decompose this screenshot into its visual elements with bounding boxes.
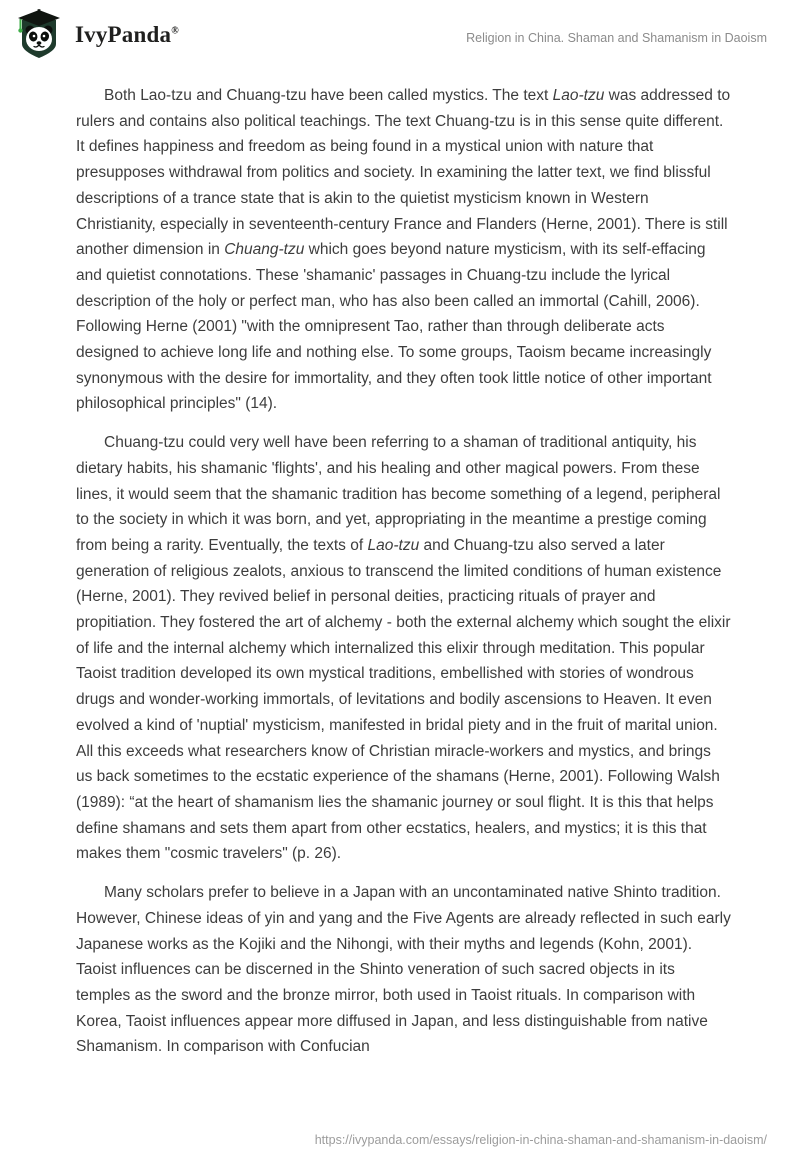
header bbox=[0, 0, 800, 67]
italic-text-run: Chuang-tzu bbox=[224, 241, 305, 259]
brand-name[interactable]: IvyPanda® bbox=[75, 22, 179, 47]
text-run: Many scholars prefer to believe in a Japan with an uncontaminated native Shinto tradition. However, Chinese ideas of yin and yang and the Five Agents are already reflected in such early Japanese works as the Kojiki and the Nihongi, with their myths and legends (Kohn, 2001). Taoist influences can be discerned in the Shinto veneration of such sacred objects in its temples as the sword and the bronze mirror, both used in Taoist rituals. In comparison with Korea, Taoist influences appear more diffused in Japan, and less distinguishable from native Shamanism. In comparison with Confucian bbox=[76, 884, 731, 1056]
paragraph bbox=[76, 83, 731, 417]
text-run: was addressed to rulers and contains also political teachings. The text Chuang-tzu is in this sense quite different. It defines happiness and freedom as being found in a mystical union with nature that presupposes withdrawal from politics and society. In examining the latter text, we find blissful descriptions of a trance state that is akin to the quietist mysticism known in Western Christianity, especially in seventeenth-century France and Flanders (Herne, 2001). There is still another dimension in bbox=[76, 87, 731, 259]
brand-link[interactable] bbox=[15, 9, 179, 61]
paragraph bbox=[76, 430, 731, 867]
page-title: Religion in China. Shaman and Shamanism in Daoism bbox=[466, 31, 767, 45]
article bbox=[76, 83, 731, 1060]
italic-text-run: Lao-tzu bbox=[552, 87, 605, 104]
paragraph bbox=[76, 880, 731, 1060]
text-run: Both Lao-tzu and Chuang-tzu have been called mystics. The text bbox=[104, 87, 553, 104]
text-run: Chuang-tzu could very well have been referring to a shaman of traditional antiquity, his dietary habits, his shamanic 'flights', and his healing and other magical powers. From these lines, it would seem that the shamanic tradition has become something of a legend, peripheral to the society in which it was born, and yet, appropriating in the meantime a prestige coming from being a rarity. Eventually, the texts of bbox=[76, 434, 721, 554]
italic-text-run: Lao-tzu bbox=[367, 536, 420, 554]
text-run: and Chuang-tzu also served a later generation of religious zealots, anxious to transcend the limited conditions of human existence (Herne, 2001). They revived belief in personal deities, practicing rituals of prayer and propitiation. They fostered the art of alchemy - both the external alchemy which sought the elixir of life and the internal alchemy which internalized this elixir through meditation. This popular Taoist tradition developed its own mystical traditions, embellished with stories of wondrous drugs and wonder-working immortals, of levitations and bodily ascensions to Heaven. It even evolved a kind of 'nuptial' mysticism, manifested in bridal piety and in the fruit of marital union. All this exceeds what researchers know of Christian miracle-workers and mystics, and brings us back sometimes to the ecstatic experience of the shamans (Herne, 2001). Following Walsh (1989): “at the heart of shamanism lies the shamanic journey or soul flight. It is this that helps define shamans and sets them apart from other ecstatics, healers, and mystics; it is this that makes them "cosmic travelers" (p. 26). bbox=[76, 536, 731, 863]
text-run: which goes beyond nature mysticism, with its self-effacing and quietist connotations. These 'shamanic' passages in Chuang-tzu include the lyrical description of the holy or perfect man, who has also been called an immortal (Cahill, 2006). Following Herne (2001) "with the omnipresent Tao, rather than through deliberate acts designed to achieve long life and nothing else. To some groups, Taoism became increasingly synonymous with the desire for immortality, and they often took little notice of other important philosophical principles" (14). bbox=[76, 241, 712, 413]
ivypanda-logo-icon[interactable] bbox=[15, 9, 63, 61]
footer-url: https://ivypanda.com/essays/religion-in-china-shaman-and-shamanism-in-daoism/ bbox=[314, 1133, 767, 1147]
registered-mark: ® bbox=[171, 25, 179, 37]
